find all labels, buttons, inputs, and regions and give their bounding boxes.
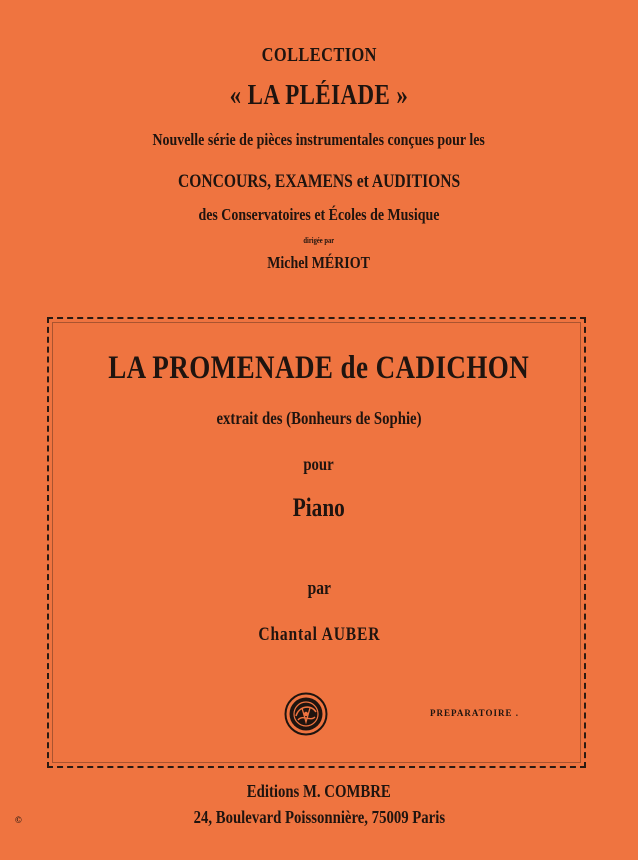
director-name [0, 253, 638, 273]
level-label: PREPARATOIRE . [430, 708, 520, 718]
publisher-name [0, 781, 638, 802]
par-label [0, 578, 638, 600]
work-title [0, 350, 638, 387]
publisher-seal-icon [284, 692, 328, 736]
composer-name [0, 624, 638, 646]
corner-mark: © [15, 815, 22, 825]
series-description [0, 130, 638, 150]
par-text: par [307, 578, 331, 599]
collection-label [0, 44, 638, 67]
directed-by-text: dirigée par [303, 236, 335, 245]
directed-by-label [0, 236, 638, 245]
work-excerpt [0, 408, 638, 429]
publisher-text: Editions M. COMBRE [247, 781, 391, 801]
series-description-text: Nouvelle série de pièces instrumentales conçues pour les [152, 130, 486, 149]
director-name-text: Michel MÉRIOT [267, 253, 371, 272]
instrument-text: Piano [292, 493, 346, 522]
pour-text: pour [303, 454, 335, 474]
occasions-text: CONCOURS, EXAMENS et AUDITIONS [177, 171, 461, 192]
pour-label [0, 454, 638, 475]
instrument-name [0, 493, 638, 523]
series-name-text: « LA PLÉIADE » [229, 80, 409, 111]
institutions-text: des Conservatoires et Écoles de Musique [198, 205, 440, 224]
collection-text: COLLECTION [261, 44, 377, 66]
occasions-line [0, 171, 638, 193]
institutions-line [0, 205, 638, 225]
publisher-address-text: 24, Boulevard Poissonnière, 75009 Paris [193, 807, 445, 827]
publisher-address [0, 807, 638, 828]
work-excerpt-text: extrait des (Bonheurs de Sophie) [216, 408, 422, 428]
composer-text: Chantal AUBER [258, 624, 380, 645]
work-title-text: LA PROMENADE de CADICHON [108, 350, 530, 386]
series-name [0, 80, 638, 112]
